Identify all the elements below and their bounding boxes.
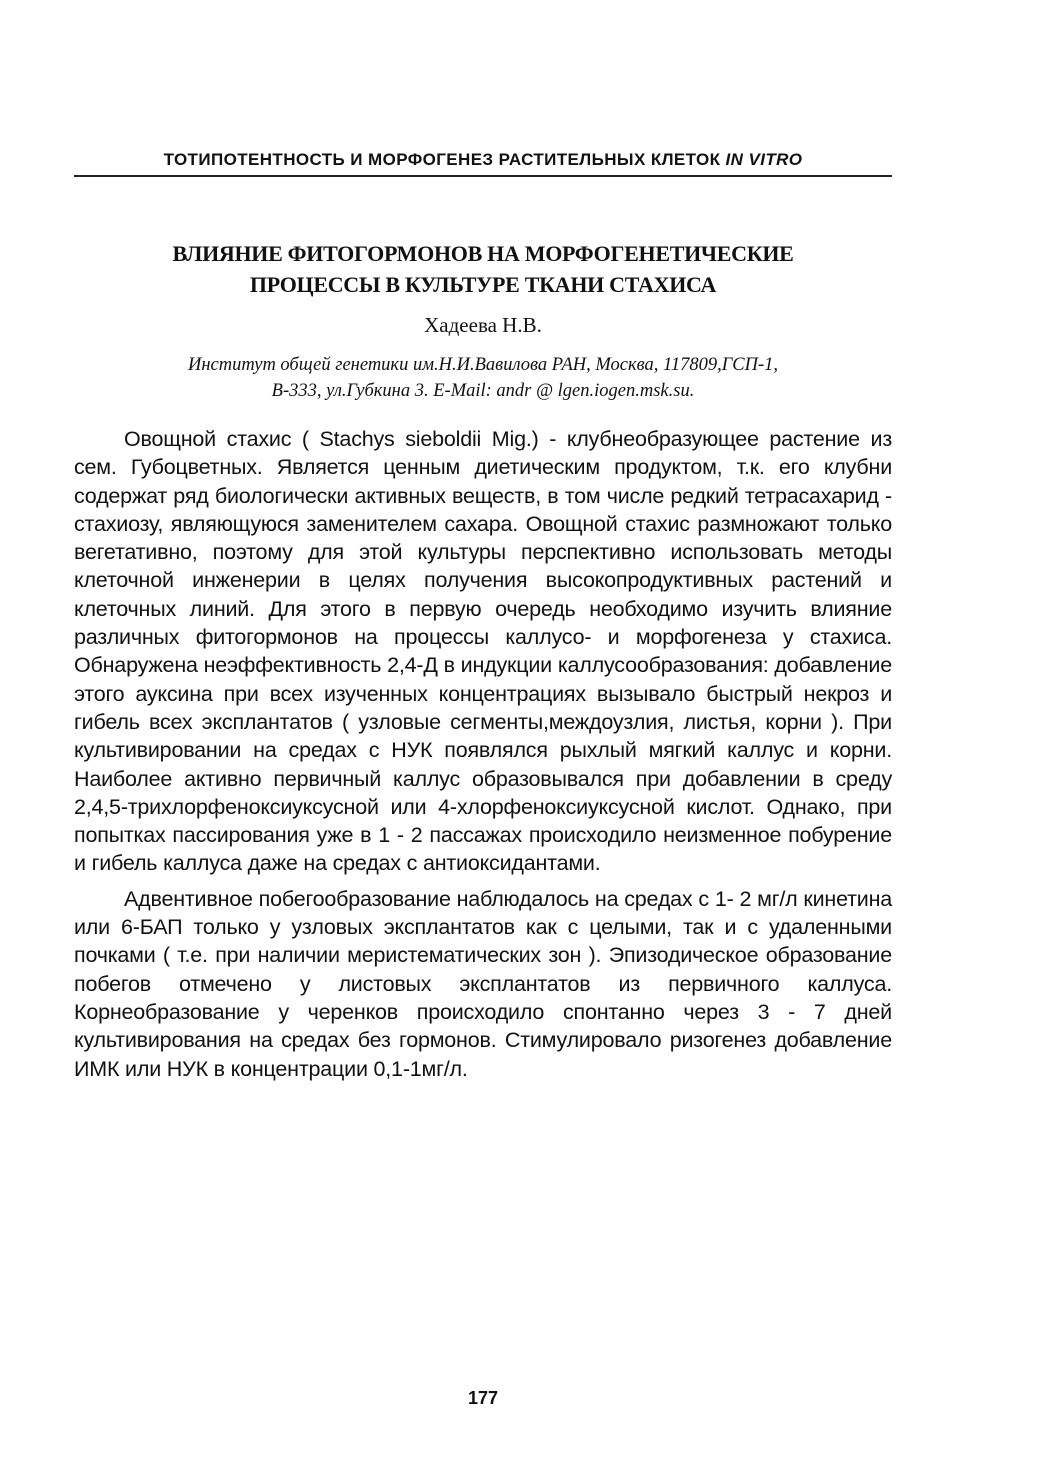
article-title-line-1: ВЛИЯНИЕ ФИТОГОРМОНОВ НА МОРФОГЕНЕТИЧЕСКИЕ [172,241,794,266]
article-body [74,425,892,1083]
article-title-line-2: ПРОЦЕССЫ В КУЛЬТУРЕ ТКАНИ СТАХИСА [249,272,717,297]
author: Хадеева Н.В. [424,313,542,337]
paragraph-2: Адвентивное побегообразование наблюдалось на средах с 1- 2 мг/л кинетина или 6-БАП только у узловых эксплантатов как с целыми, так и с удаленными почками ( т.е. при наличии меристематических зон ). Эпизодическое образование побегов отмечено у листовых эксплантатов из первичного каллуса. Корнеобразование у черенков происходило спонтанно через 3 - 7 дней культивирования на средах без гормонов. Стимулировало ризогенез добавление ИМК или НУК в концентрации 0,1-1мг/л. [74,886,892,1081]
affiliation-line-2: В-333, ул.Губкина 3. E-Mail: andr @ lgen.iogen.msk.su. [271,381,695,401]
affiliation [74,352,892,404]
running-header-text: ТОТИПОТЕНТНОСТЬ И МОРФОГЕНЕЗ РАСТИТЕЛЬНЫХ КЛЕТОК [163,150,721,169]
running-header-italic: IN VITRO [725,150,803,169]
running-header [74,150,892,177]
page-number: 177 [467,1388,499,1408]
paragraph-1: Овощной стахис ( Stachys sieboldii Mig.) - клубнеобразующее растение из сем. Губоцветных. Является ценным диетическим продуктом, т.к. его клубни содержат ряд биологически активных веществ, в том числе редкий тетрасахарид - стахиозу, являющуюся заменителем сахара. Овощной стахис размножают только вегетативно, поэтому для этой культуры перспективно использовать методы клеточной инженерии в целях получения высокопродуктивных растений и клеточных линий. Для этого в первую очередь необходимо изучить влияние различных фитогормонов на процессы каллусо- и морфогенеза у стахиса. Обнаружена неэффективность 2,4-Д в индукции каллусообразования: добавление этого ауксина при всех изученных концентрациях вызывало быстрый некроз и гибель всех эксплантатов ( узловые сегменты,междоузлия, листья, корни ). При культивировании на средах с НУК появлялся рыхлый мягкий каллус и корни. Наиболее активно первичный каллус образовывался при добавлении в среду 2,4,5-трихлорфеноксиуксусной или 4-хлорфеноксиуксусной кислот. Однако, при попытках пассирования уже в 1 - 2 пассажах происходило неизменное побурение и гибель каллуса даже на средах с антиоксидантами. [74,427,892,876]
article-title [74,238,892,300]
affiliation-line-1: Институт общей генетики им.Н.И.Вавилова РАН, Москва, 117809,ГСП-1, [187,355,779,375]
